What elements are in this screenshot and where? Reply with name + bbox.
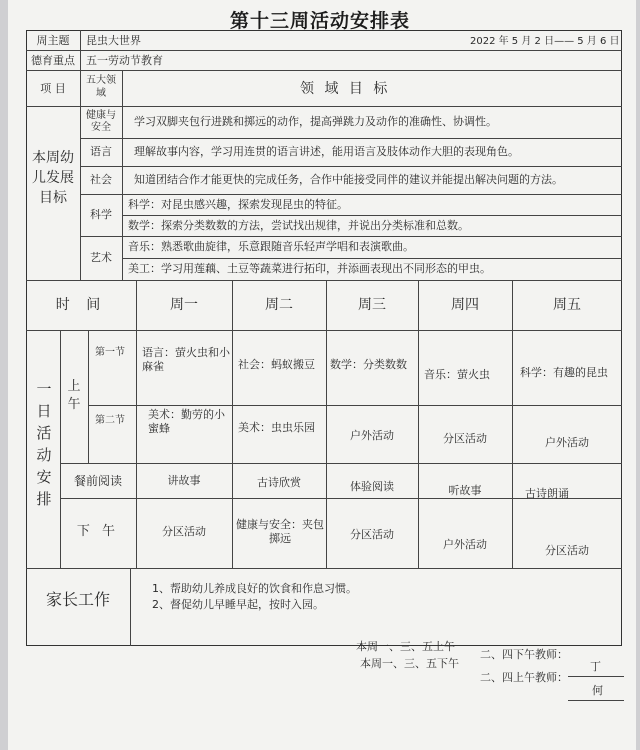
col-divider xyxy=(232,280,233,568)
day-fri: 周五 xyxy=(553,297,581,313)
row-divider xyxy=(80,194,622,195)
tue-period1: 社会：蚂蚁搬豆 xyxy=(238,358,315,371)
row-divider xyxy=(60,463,622,464)
thu-period1: 音乐：萤火虫 xyxy=(424,368,490,381)
morning-label: 上午 xyxy=(67,379,81,412)
row-divider xyxy=(80,138,622,139)
col-divider xyxy=(130,568,131,646)
area-language: 语言 xyxy=(90,145,112,158)
tue-reading: 古诗欣赏 xyxy=(257,476,301,489)
week-theme-label: 周主题 xyxy=(36,34,70,47)
footer-line2: 本周一、三、五下午 xyxy=(360,657,459,670)
mon-afternoon: 分区活动 xyxy=(162,525,206,538)
goals-section-label: 本周幼儿发展目标 xyxy=(32,150,74,206)
week-theme: 昆虫大世界 xyxy=(86,34,141,47)
signature-line xyxy=(568,676,624,677)
row-divider xyxy=(26,50,622,51)
row-divider xyxy=(80,166,622,167)
mon-period2: 美术：勤劳的小蜜蜂 xyxy=(148,408,225,435)
parents-item-1: 1、帮助幼儿养成良好的饮食和作息习惯。 xyxy=(152,582,357,595)
wed-period2: 户外活动 xyxy=(350,429,394,442)
parents-label: 家长工作 xyxy=(45,590,110,609)
row-divider xyxy=(80,236,622,237)
mon-reading: 讲故事 xyxy=(167,474,201,487)
day-tue: 周二 xyxy=(265,297,293,313)
col-divider xyxy=(88,330,89,463)
tue-afternoon: 健康与安全：夹包掷远 xyxy=(236,518,324,545)
area-art: 艺术 xyxy=(90,251,112,264)
row-divider xyxy=(88,405,622,406)
area-social: 社会 xyxy=(90,173,112,186)
period-2-label: 第二节 xyxy=(95,415,125,426)
fri-afternoon: 分区活动 xyxy=(545,544,589,557)
fri-period2: 户外活动 xyxy=(545,436,589,449)
reading-label: 餐前阅读 xyxy=(73,474,122,488)
teacher1-signature: 丁 xyxy=(590,660,601,673)
area-health: 健康与安全 xyxy=(86,110,116,133)
thu-reading: 听故事 xyxy=(448,484,482,497)
day-mon: 周一 xyxy=(170,297,198,313)
col-divider xyxy=(122,70,123,280)
moral-focus: 五一劳动节教育 xyxy=(86,54,163,67)
col-divider xyxy=(80,70,81,280)
parents-item-2: 2、督促幼儿早睡早起，按时入园。 xyxy=(152,598,324,611)
goal-music: 音乐：熟悉歌曲旋律，乐意跟随音乐轻声学唱和表演歌曲。 xyxy=(128,240,414,253)
col-divider xyxy=(512,280,513,568)
footer-line1b: 二、四下午教师： xyxy=(480,648,568,661)
row-divider xyxy=(26,70,622,71)
area-label: 五大领域 xyxy=(86,75,116,99)
row-divider xyxy=(26,330,622,331)
fri-period1: 科学：有趣的昆虫 xyxy=(520,366,608,379)
daily-schedule-label: 一日活动安排 xyxy=(36,380,52,508)
mon-period1: 语言：萤火虫和小麻雀 xyxy=(142,346,230,373)
thu-period2: 分区活动 xyxy=(443,432,487,445)
date-range: 2022 年 5 月 2 日—— 5 月 6 日 xyxy=(470,36,620,47)
col-divider xyxy=(326,280,327,568)
teacher2-signature: 何 xyxy=(592,684,603,697)
wed-reading: 体验阅读 xyxy=(350,480,394,493)
row-divider xyxy=(122,215,622,216)
page-title: 第十三周活动安排表 xyxy=(229,10,410,32)
area-science: 科学 xyxy=(90,208,112,221)
row-divider xyxy=(122,258,622,259)
goal-language: 理解故事内容，学习用连贯的语言讲述，能用语言及肢体动作大胆的表现角色。 xyxy=(134,145,519,158)
row-divider xyxy=(26,280,622,281)
wed-afternoon: 分区活动 xyxy=(350,528,394,541)
col-divider xyxy=(80,30,81,70)
row-divider xyxy=(26,568,622,569)
day-wed: 周三 xyxy=(358,297,386,313)
footer-line1: 本周一、三、五上午 xyxy=(356,640,455,653)
signature-line xyxy=(568,700,624,701)
item-label: 项 目 xyxy=(40,82,66,95)
thu-afternoon: 户外活动 xyxy=(443,538,487,551)
time-label: 时 间 xyxy=(55,297,107,313)
row-divider xyxy=(26,106,622,107)
goal-health: 学习双脚夹包行进跳和掷远的动作，提高弹跳力及动作的准确性、协调性。 xyxy=(134,115,497,128)
period-1-label: 第一节 xyxy=(95,347,125,358)
goal-math: 数学：探索分类数数的方法，尝试找出规律，并说出分类标准和总数。 xyxy=(128,219,469,232)
goal-science: 科学：对昆虫感兴趣，探索发现昆虫的特征。 xyxy=(128,198,348,211)
col-divider xyxy=(418,280,419,568)
tue-period2: 美术：虫虫乐园 xyxy=(238,421,315,434)
footer-line2b: 二、四上午教师： xyxy=(480,671,568,684)
moral-label: 德育重点 xyxy=(31,54,75,67)
wed-period1: 数学：分类数数 xyxy=(330,358,407,371)
goal-social: 知道团结合作才能更快的完成任务，合作中能接受同伴的建议并能提出解决问题的方法。 xyxy=(134,173,563,186)
day-thu: 周四 xyxy=(451,297,479,313)
fri-reading: 古诗朗诵 xyxy=(525,487,569,500)
goal-craft: 美工：学习用莲藕、土豆等蔬菜进行拓印，并添画表现出不同形态的甲虫。 xyxy=(128,262,491,275)
goal-label: 领 域 目 标 xyxy=(300,81,391,97)
afternoon-label: 下 午 xyxy=(76,524,120,539)
